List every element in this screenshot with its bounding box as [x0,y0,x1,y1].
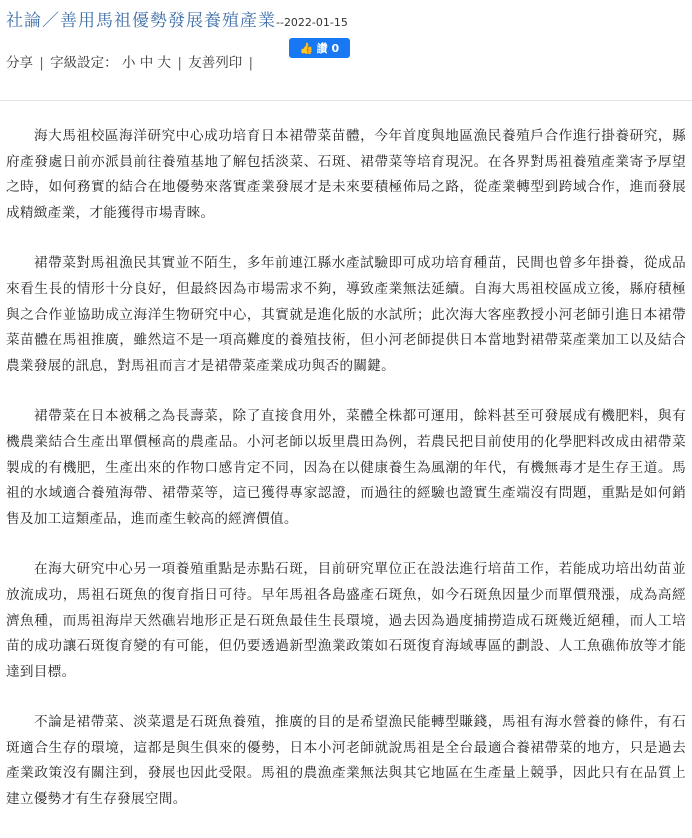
article-paragraph: 裙帶菜對馬祖漁民其實並不陌生，多年前連江縣水產試驗即可成功培育種苗，民間也曾多年掛養，從成品來看生長的情形十分良好，但最終因為市場需求不夠，導致產業無法延續。自海大馬祖校區成立後，縣府積極與之合作並協助成立海洋生物研究中心，其實就是進化版的水試所；此次海大客座教授小河老師引進日本裙帶菜苗體在馬祖推廣，雖然這不是一項高難度的養殖技術，但小河老師提供日本當地對裙帶菜產業加工以及結合農業發展的訊息，對馬祖而言才是裙帶菜產業成功與否的關鍵。 [6,255,686,374]
toolbar-separator: | [248,55,254,71]
toolbar-separator: | [177,55,182,71]
page-title: 社論／善用馬祖優勢發展養殖產業 [6,11,276,31]
article-paragraph: 在海大研究中心另一項養殖重點是赤點石斑，目前研究單位正在設法進行培苗工作，若能成功培出幼苗並放流成功，馬祖石斑魚的復育指日可待。早年馬祖各島盛產石斑魚，如今石斑魚因量少而單價飛漲，成為高經濟魚種，而馬祖海岸天然礁岩地形正是石斑魚最佳生長環境，過去因為過度捕撈造成石斑幾近絕種，而人工培苗的成功讓石斑復育變的有可能，但仍要透過新型漁業政策如石斑復育海域專區的劃設、人工魚礁佈放等才能達到目標。 [6,561,686,680]
publish-date: --2022-01-15 [276,16,348,29]
thumb-up-icon: 👍 [299,41,314,55]
toolbar-separator: | [39,55,44,71]
font-size-medium-link[interactable]: 中 [139,55,154,71]
header-divider [0,100,692,101]
facebook-like-button[interactable] [289,38,350,58]
title-row [6,6,348,31]
facebook-like-label: 讚 0 [316,42,340,55]
font-size-label: 字級設定： [50,55,118,71]
article-paragraph: 裙帶菜在日本被稱之為長壽菜，除了直接食用外，菜體全株都可運用，餘料甚至可發展成有機肥料，與有機農業結合生產出單價極高的農產品。小河老師以坂里農田為例，若農民把目前使用的化學肥料改成由裙帶菜製成的有機肥，生產出來的作物口感肯定不同，因為在以健康養生為風潮的年代，有機無毒才是生存王道。馬祖的水域適合養殖海帶、裙帶菜等，這已獲得專家認證，而過往的經驗也證實生產端沒有問題，重點是如何銷售及加工這類產品，進而產生較高的經濟價值。 [6,408,686,527]
font-size-small-link[interactable]: 小 [121,55,136,71]
share-link[interactable]: 分享 [6,55,33,71]
article-paragraph: 海大馬祖校區海洋研究中心成功培育日本裙帶菜苗體，今年首度與地區漁民養殖戶合作進行掛養研究，縣府產發處日前亦派員前往養殖基地了解包括淡菜、石斑、裙帶菜等培育現況。在各界對馬祖養殖產業寄予厚望之時，如何務實的結合在地優勢來落實產業發展才是未來要積極佈局之路，從產業轉型到跨域合作，進而發展成精緻產業，才能獲得市場青睞。 [6,128,686,221]
font-size-large-link[interactable]: 大 [157,55,172,71]
article-paragraph: 不論是裙帶菜、淡菜還是石斑魚養殖，推廣的目的是希望漁民能轉型賺錢，馬祖有海水營養的條件，有石斑適合生存的環境，這都是與生俱來的優勢，日本小河老師就說馬祖是全台最適合養裙帶菜的地方，只是過去產業政策沒有關注到，發展也因此受限。馬祖的農漁產業無法與其它地區在生產量上競爭，因此只有在品質上建立優勢才有生存發展空間。 [6,714,686,808]
print-link[interactable]: 友善列印 [188,55,243,71]
article-toolbar [6,51,255,71]
article-body [6,124,686,838]
